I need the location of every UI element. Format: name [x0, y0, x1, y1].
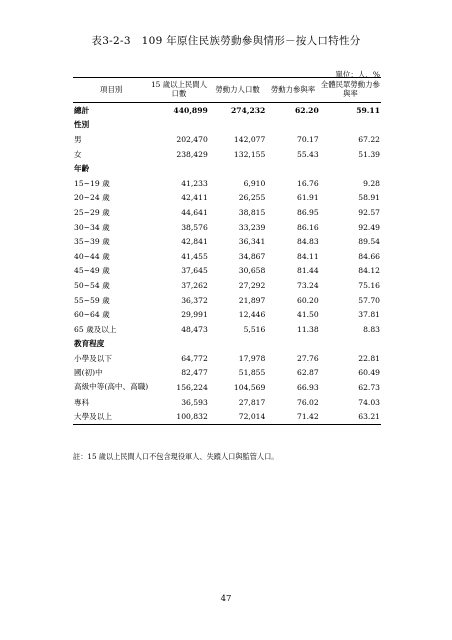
- cell-labor-force: 30,658: [238, 266, 266, 276]
- table-title: 表3-2-3 109 年原住民族勞動參與情形－按人口特性分: [91, 35, 361, 47]
- row-label: 35~39 歲: [74, 237, 110, 247]
- cell-pop15: 440,899: [173, 105, 208, 115]
- header-pop15: 15 歲以上民間人口數: [150, 80, 208, 98]
- cell-pop15: 41,455: [181, 251, 208, 261]
- header-participation-rate: 勞動力參與率: [270, 84, 316, 94]
- cell-labor-force: 17,978: [238, 353, 266, 363]
- cell-participation-rate: 55.43: [296, 149, 319, 159]
- table-row: [73, 409, 381, 424]
- cell-national-rate: 8.83: [363, 324, 380, 334]
- cell-national-rate: 59.11: [356, 105, 380, 115]
- cell-pop15: 41,233: [181, 178, 208, 188]
- row-label: 50~54 歲: [74, 280, 110, 290]
- row-label: 專科: [74, 397, 90, 407]
- header-labor-force: 勞動力人口數: [215, 84, 260, 94]
- cell-national-rate: 57.70: [358, 295, 380, 305]
- cell-labor-force: 26,255: [238, 193, 266, 203]
- cell-national-rate: 92.49: [358, 222, 380, 232]
- cell-national-rate: 84.12: [358, 266, 380, 276]
- table-row: [73, 234, 381, 249]
- cell-labor-force: 72,014: [209, 409, 267, 424]
- table-row: [73, 191, 381, 206]
- cell-participation-rate: 61.91: [296, 193, 319, 203]
- table-row: [73, 351, 381, 366]
- header-category: 項目別: [100, 84, 123, 94]
- row-label: 25~29 歲: [74, 207, 110, 217]
- cell-pop15: 36,372: [181, 295, 208, 305]
- table-row: [73, 322, 381, 337]
- cell-participation-rate: 86.95: [296, 207, 319, 217]
- row-label: 高級中等(高中、高職): [74, 382, 149, 392]
- cell-labor-force: 5,516: [243, 324, 266, 334]
- cell-labor-force: 6,910: [243, 178, 266, 188]
- cell-participation-rate: 66.93: [296, 383, 319, 393]
- cell-national-rate: 37.81: [358, 310, 380, 320]
- cell-pop15: 37,262: [181, 280, 208, 290]
- table-row: [73, 220, 381, 235]
- labor-participation-table: [73, 77, 381, 425]
- row-label: 45~49 歲: [74, 266, 110, 276]
- row-label: 65 歲及以上: [74, 324, 117, 334]
- table-row: [73, 380, 381, 395]
- table-row: [73, 307, 381, 322]
- row-label: 15~19 歲: [74, 178, 110, 188]
- table-row: [73, 395, 381, 410]
- cell-pop15: 64,772: [181, 353, 208, 363]
- cell-labor-force: 104,569: [233, 383, 266, 393]
- cell-labor-force: 142,077: [233, 134, 266, 144]
- section-row-age: [73, 161, 381, 176]
- cell-labor-force: 38,815: [238, 207, 266, 217]
- table-footnote: 註：15 歲以上民間人口不包含現役軍人、失蹤人口與監管人口。: [73, 452, 279, 461]
- cell-national-rate: 74.03: [358, 397, 380, 407]
- row-label: 40~44 歲: [74, 251, 110, 261]
- cell-pop15: 48,473: [181, 324, 208, 334]
- cell-pop15: 36,593: [181, 397, 208, 407]
- cell-labor-force: 36,341: [238, 237, 266, 247]
- row-label: 大學及以上: [73, 409, 149, 424]
- header-national-rate: 全體民眾勞動力參與率: [320, 80, 380, 98]
- section-label: 性別: [74, 120, 90, 130]
- header-row: [73, 78, 381, 103]
- row-label: 60~64 歲: [74, 310, 110, 320]
- cell-participation-rate: 73.24: [296, 280, 319, 290]
- table-row: [73, 132, 381, 147]
- table-row: [73, 366, 381, 381]
- table-row: [73, 293, 381, 308]
- cell-participation-rate: 84.83: [296, 237, 319, 247]
- page-number: 47: [220, 594, 232, 604]
- cell-pop15: 202,470: [176, 134, 208, 144]
- cell-national-rate: 22.81: [358, 353, 380, 363]
- cell-pop15: 42,841: [181, 237, 208, 247]
- table-row: [73, 264, 381, 279]
- row-label: 20~24 歲: [74, 193, 110, 203]
- section-label: 教育程度: [74, 339, 105, 349]
- cell-participation-rate: 62.87: [296, 368, 319, 378]
- section-row-education: [73, 337, 381, 352]
- cell-national-rate: 9.28: [363, 178, 380, 188]
- cell-participation-rate: 86.16: [296, 222, 319, 232]
- cell-national-rate: 92.57: [358, 207, 380, 217]
- cell-pop15: 100,832: [149, 409, 209, 424]
- cell-national-rate: 84.66: [358, 251, 380, 261]
- cell-pop15: 37,645: [181, 266, 208, 276]
- cell-participation-rate: 11.38: [296, 324, 319, 334]
- cell-participation-rate: 16.76: [296, 178, 319, 188]
- cell-pop15: 238,429: [176, 149, 208, 159]
- cell-labor-force: 33,239: [238, 222, 266, 232]
- cell-pop15: 82,477: [181, 368, 208, 378]
- section-row-gender: [73, 118, 381, 133]
- cell-national-rate: 75.16: [358, 280, 380, 290]
- table-row-total: [73, 103, 381, 118]
- cell-national-rate: 63.21: [320, 409, 381, 424]
- cell-pop15: 42,411: [181, 193, 208, 203]
- cell-national-rate: 58.91: [358, 193, 380, 203]
- cell-labor-force: 21,897: [238, 295, 266, 305]
- cell-labor-force: 27,817: [238, 397, 266, 407]
- cell-pop15: 156,224: [176, 383, 208, 393]
- row-label: 30~34 歲: [74, 222, 110, 232]
- table-row: [73, 249, 381, 264]
- cell-participation-rate: 71.42: [266, 409, 319, 424]
- table-row: [73, 205, 381, 220]
- cell-participation-rate: 81.44: [296, 266, 319, 276]
- section-label: 年齡: [74, 164, 90, 174]
- cell-national-rate: 67.22: [358, 134, 380, 144]
- cell-labor-force: 12,446: [238, 310, 266, 320]
- table-row: [73, 147, 381, 162]
- cell-labor-force: 27,292: [238, 280, 266, 290]
- cell-participation-rate: 41.50: [296, 310, 319, 320]
- cell-participation-rate: 27.76: [296, 353, 319, 363]
- cell-national-rate: 51.39: [358, 149, 380, 159]
- cell-pop15: 29,991: [181, 310, 208, 320]
- cell-pop15: 44,641: [181, 207, 208, 217]
- row-label: 總計: [74, 105, 90, 115]
- row-label: 國(初)中: [74, 368, 103, 378]
- row-label: 55~59 歲: [74, 295, 110, 305]
- cell-participation-rate: 60.20: [296, 295, 319, 305]
- unit-label: 單位：人、%: [335, 70, 380, 79]
- cell-national-rate: 62.73: [358, 383, 380, 393]
- cell-participation-rate: 62.20: [294, 105, 319, 115]
- cell-labor-force: 34,867: [238, 251, 266, 261]
- table-row: [73, 176, 381, 191]
- cell-participation-rate: 70.17: [296, 134, 319, 144]
- cell-pop15: 38,576: [181, 222, 208, 232]
- cell-national-rate: 60.49: [358, 368, 380, 378]
- table-row: [73, 278, 381, 293]
- cell-participation-rate: 76.02: [296, 397, 319, 407]
- row-label: 女: [74, 149, 82, 159]
- cell-labor-force: 132,155: [233, 149, 266, 159]
- cell-labor-force: 51,855: [238, 368, 266, 378]
- cell-labor-force: 274,232: [230, 105, 266, 115]
- cell-national-rate: 89.54: [358, 237, 380, 247]
- cell-participation-rate: 84.11: [296, 251, 319, 261]
- row-label: 小學及以下: [74, 353, 112, 363]
- row-label: 男: [74, 134, 82, 144]
